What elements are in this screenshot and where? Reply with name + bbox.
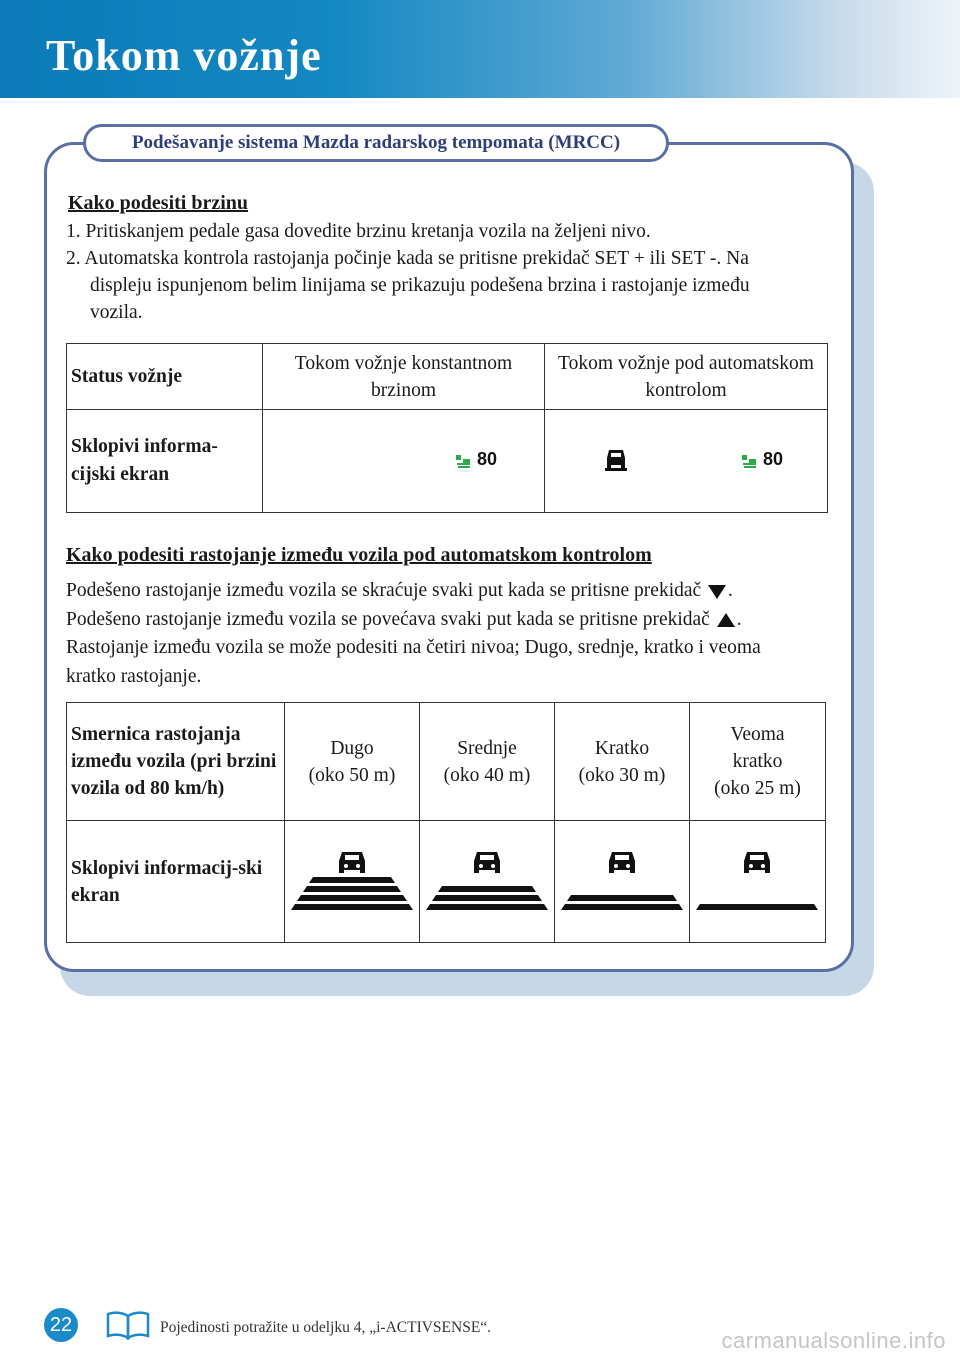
footer-reference: Pojedinosti potražite u odeljku 4, „i-ACTIVSENSE“.	[160, 1319, 492, 1336]
page-title: Tokom vožnje	[46, 31, 322, 80]
col-label: Srednje	[457, 737, 517, 759]
distance-display-long	[285, 821, 420, 943]
col-sub: (oko 30 m)	[578, 764, 666, 786]
distance-graphic	[285, 822, 419, 942]
para-part-2: . Podešeno rastojanje između vozila se povećava svaki put kada se pritisne prekidač	[66, 580, 733, 630]
display-auto-control	[545, 410, 828, 513]
preceding-vehicle-icon	[609, 852, 635, 873]
section-heading-speed: Kako podesiti brzinu	[68, 192, 249, 214]
col-sub: (oko 25 m)	[714, 778, 801, 799]
preceding-vehicle-icon	[603, 447, 629, 473]
distance-bar	[438, 886, 536, 892]
distance-instructions	[66, 577, 806, 691]
distance-bar	[309, 877, 395, 883]
section-heading-distance: Kako podesiti rastojanje između vozila pod automatskom kontrolom	[66, 544, 652, 566]
distance-bar	[297, 895, 407, 901]
distance-bar	[426, 904, 548, 910]
down-arrow-icon	[708, 585, 726, 599]
watermark: carmanualsonline.info	[721, 1328, 946, 1353]
col-label: Kratko	[594, 737, 650, 759]
distance-display-medium	[420, 821, 555, 943]
radar-cruise-icon	[455, 453, 471, 469]
row-header-distance-guide: Smernica rastojanja između vozila (pri brzini vozila od 80 km/h)	[67, 703, 285, 821]
row-header-display: Sklopivi informacij-ski ekran	[67, 821, 285, 943]
col-label: Dugo	[330, 737, 374, 759]
col-header-constant-speed: Tokom vožnje konstantnom brzinom	[263, 344, 545, 410]
col-header-long	[285, 703, 420, 821]
distance-bar	[303, 886, 401, 892]
para-part-1: Podešeno rastojanje između vozila se skraćuje svaki put kada se pritisne prekidač	[66, 580, 702, 601]
col-sub: (oko 40 m)	[443, 764, 531, 786]
row-header-display: Sklopivi informa-cijski ekran	[67, 410, 263, 513]
distance-display-very-short	[690, 821, 826, 943]
driving-status-table	[66, 343, 828, 513]
preceding-vehicle-icon	[474, 852, 500, 873]
distance-graphic	[420, 822, 554, 942]
distance-bar	[696, 904, 818, 910]
step-1-text: 1. Pritiskanjem pedale gasa dovedite brzinu kretanja vozila na željeni nivo.	[66, 221, 651, 242]
distance-bar	[561, 904, 683, 910]
set-speed-value: 80	[477, 449, 498, 469]
distance-bar	[567, 895, 677, 901]
page-number: 22	[44, 1308, 78, 1342]
col-header-medium	[420, 703, 555, 821]
distance-guide-table	[66, 702, 826, 943]
panel-tab-label: Podešavanje sistema Mazda radarskog tempomata (MRCC)	[83, 124, 669, 162]
distance-graphic	[555, 822, 689, 942]
preceding-vehicle-icon	[744, 852, 770, 873]
para-part-3: . Rastojanje između vozila se može podesiti na četiri nivoa; Dugo, srednje, kratko i veoma kratko rastojanje.	[66, 608, 761, 687]
col-sub: (oko 50 m)	[308, 764, 396, 786]
distance-bar	[291, 904, 413, 910]
preceding-vehicle-icon	[339, 852, 365, 873]
radar-cruise-icon	[741, 453, 757, 469]
col-label: Veoma kratko	[730, 724, 785, 772]
row-header-driving-status: Status vožnje	[67, 344, 263, 410]
col-header-very-short	[690, 703, 826, 821]
set-speed-value: 80	[763, 449, 784, 469]
display-constant-speed	[263, 410, 545, 513]
col-header-short	[555, 703, 690, 821]
book-icon	[106, 1310, 150, 1340]
col-header-auto-control: Tokom vožnje pod automatskom kontrolom	[545, 344, 828, 410]
up-arrow-icon	[717, 613, 735, 627]
distance-display-short	[555, 821, 690, 943]
distance-graphic	[690, 822, 824, 942]
distance-bar	[432, 895, 542, 901]
step-2-text: 2. Automatska kontrola rastojanja počinje kada se pritisne prekidač SET + ili SET -. Na displeju ispunjenom belim linijama se prikazuju podešena brzina i rastojanje između vozila.	[66, 248, 750, 323]
